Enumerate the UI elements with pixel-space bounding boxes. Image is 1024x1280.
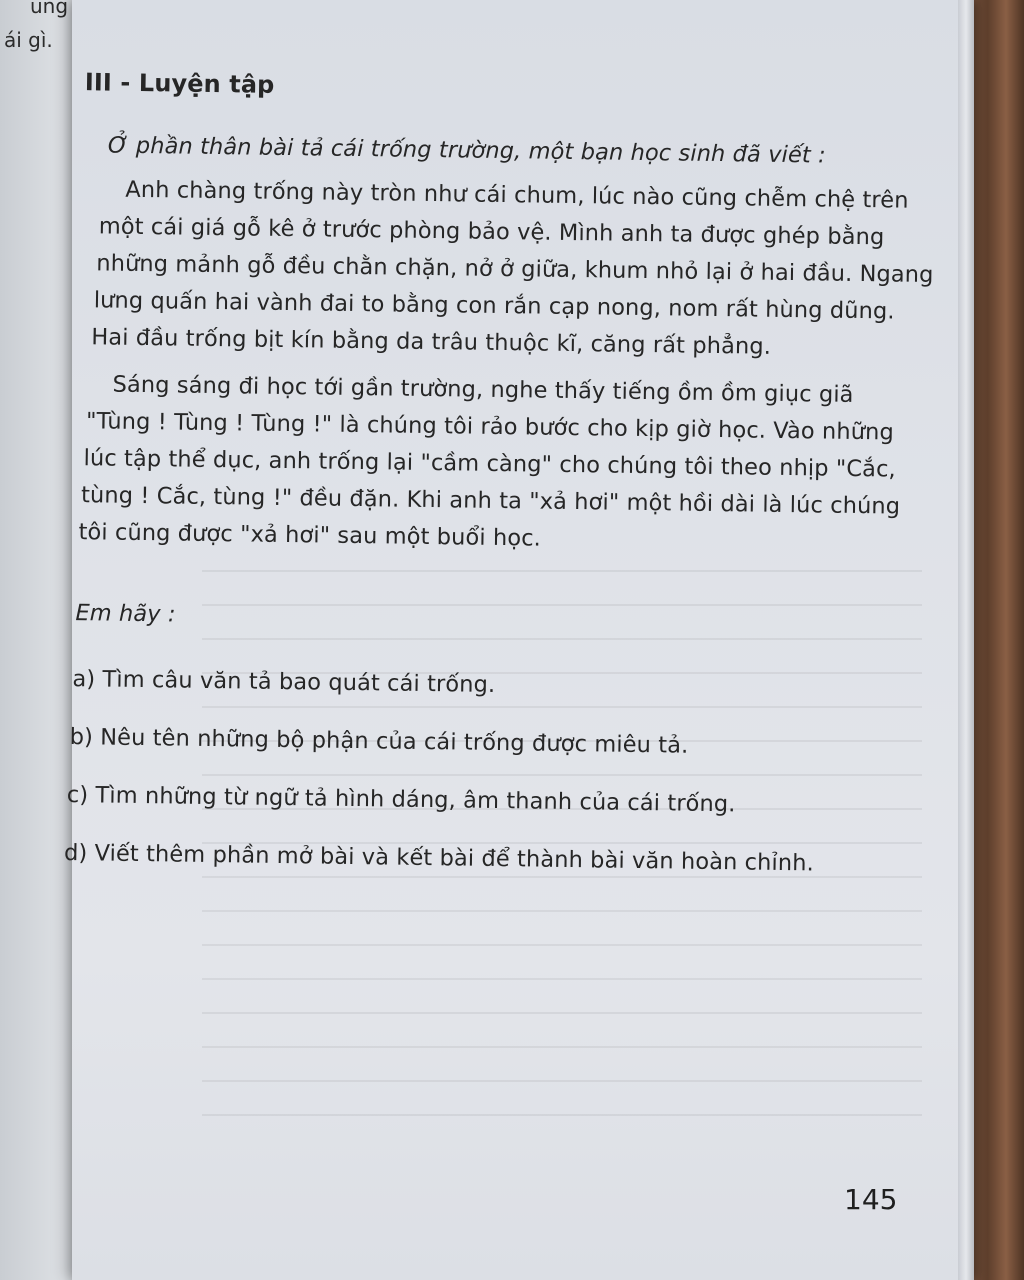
- passage-line: tùng ! Cắc, tùng !" đều đặn. Khi anh ta "xả hơi" một hồi dài là lúc chúng: [80, 482, 901, 520]
- passage-line: một cái giá gỗ kê ở trước phòng bảo vệ. Mình anh ta được ghép bằng: [98, 213, 885, 251]
- task-item: b) Nêu tên những bộ phận của cái trống được miêu tả.: [69, 724, 689, 759]
- task-item: a) Tìm câu văn tả bao quát cái trống.: [72, 666, 496, 698]
- passage-line: Anh chàng trống này tròn như cái chum, lúc nào cũng chễm chệ trên: [125, 176, 909, 214]
- page-content: [54, 0, 972, 1280]
- passage-line: "Tùng ! Tùng ! Tùng !" là chúng tôi rảo bước cho kịp giờ học. Vào những: [85, 408, 895, 446]
- intro-sentence: Ở phần thân bài tả cái trống trường, một bạn học sinh đã viết :: [107, 132, 826, 169]
- passage-line: lưng quấn hai vành đai to bằng con rắn cạp nong, nom rất hùng dũng.: [93, 287, 895, 325]
- passage-line: tôi cũng được "xả hơi" sau một buổi học.: [78, 519, 542, 552]
- section-heading: III - Luyện tập: [84, 68, 275, 99]
- passage-line: những mảnh gỗ đều chằn chặn, nở ở giữa, khum nhỏ lại ở hai đầu. Ngang: [96, 250, 934, 289]
- task-item: d) Viết thêm phần mở bài và kết bài để thành bài văn hoàn chỉnh.: [63, 839, 814, 877]
- previous-page-fragment: ái gì.: [4, 28, 53, 52]
- page-edge: [958, 0, 974, 1280]
- book-page: [63, 0, 972, 1280]
- task-item: c) Tìm những từ ngữ tả hình dáng, âm thanh của cái trống.: [66, 782, 736, 818]
- passage-line: lúc tập thể dục, anh trống lại "cầm càng" cho chúng tôi theo nhịp "Cắc,: [83, 445, 896, 483]
- task-prompt: Em hãy :: [75, 600, 176, 628]
- page-number: 145: [844, 1183, 898, 1216]
- passage-line: Sáng sáng đi học tới gần trường, nghe thấy tiếng ồm ồm giục giã: [112, 371, 854, 408]
- passage-line: Hai đầu trống bịt kín bằng da trâu thuộc kĩ, căng rất phẳng.: [91, 324, 772, 360]
- previous-page-fragment: ung: [30, 0, 69, 18]
